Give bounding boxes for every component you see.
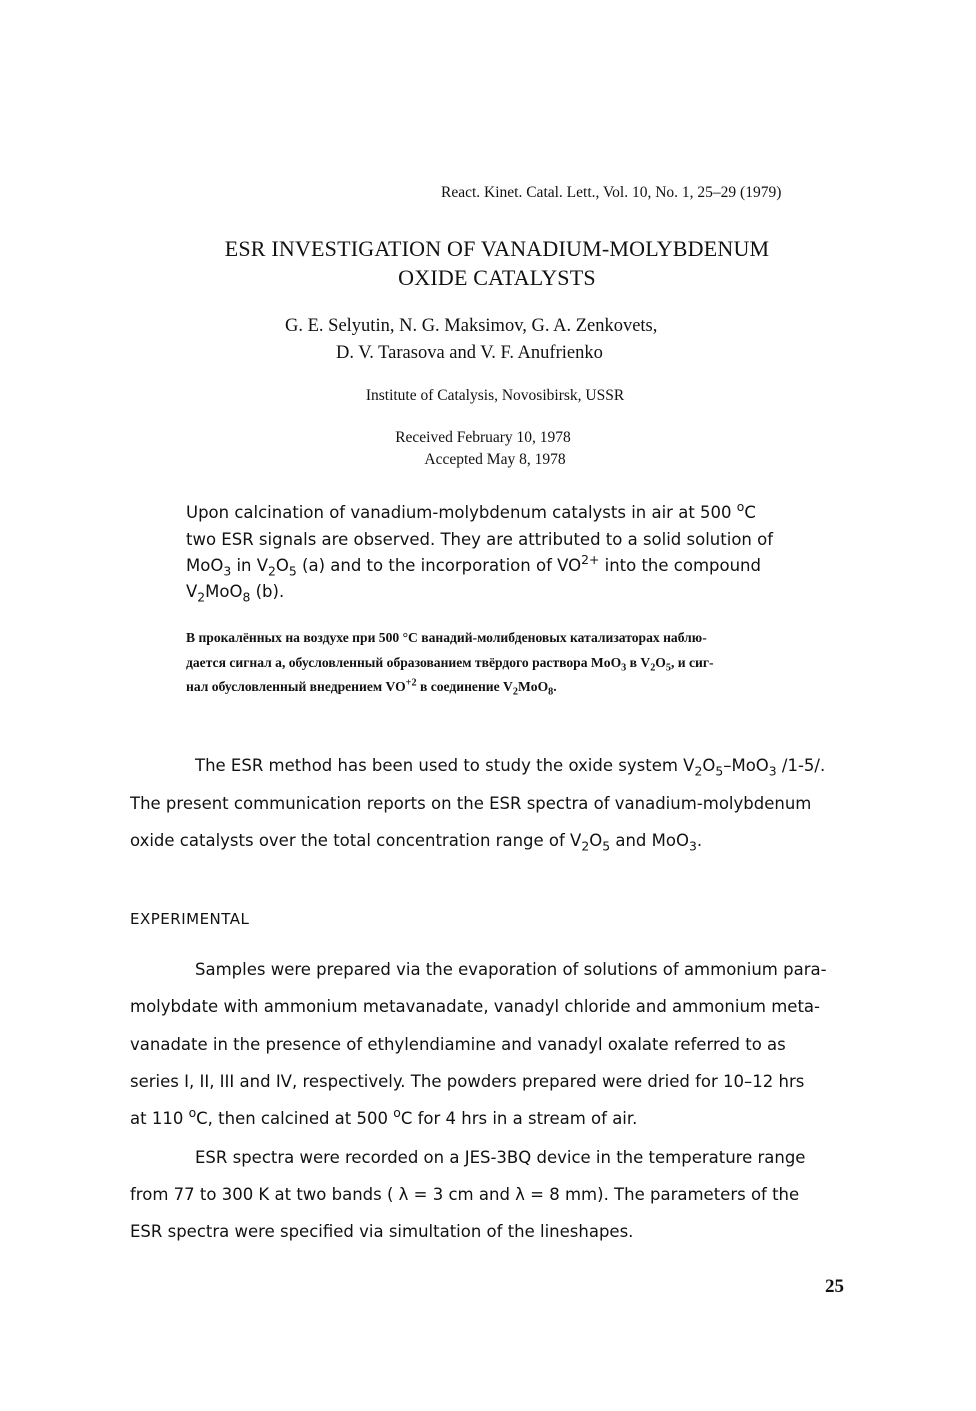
- intro-line-2: The present communication reports on the ESR spectra of vanadium-molybdenum: [130, 794, 812, 813]
- abstract-en-line-1: Upon calcination of vanadium-molybdenum catalysts in air at 500 $^o$C: [186, 500, 756, 522]
- intro-line-3: oxide catalysts over the total concentration range of $V_2O_5$ and MoO$_3$.: [130, 831, 703, 854]
- experimental-p2-line-1: ESR spectra were recorded on a JES-3BQ device in the temperature range: [195, 1148, 806, 1167]
- accepted-date: Accepted May 8, 1978: [424, 451, 566, 468]
- paper-title-line-2: OXIDE CATALYSTS: [398, 265, 596, 290]
- authors-line-2: D. V. Tarasova and V. F. Anufrienko: [336, 343, 603, 363]
- received-date: Received February 10, 1978: [395, 429, 571, 446]
- experimental-p1-line-1: Samples were prepared via the evaporation of solutions of ammonium para-: [195, 960, 827, 979]
- experimental-p1-line-3: vanadate in the presence of ethylendiamine and vanadyl oxalate referred to as: [130, 1035, 786, 1054]
- abstract-en-line-2: two ESR signals are observed. They are attributed to a solid solution of: [186, 530, 774, 549]
- page-number: 25: [825, 1276, 844, 1297]
- abstract-en-line-4: $V_2MoO_8$ (b).: [186, 582, 285, 605]
- affiliation: Institute of Catalysis, Novosibirsk, USSR: [365, 387, 625, 404]
- experimental-p1-line-2: molybdate with ammonium metavanadate, vanadyl chloride and ammonium meta-: [130, 997, 820, 1016]
- abstract-en-line-3: MoO$_3$ in $V_2O_5$ (a) and to the incorporation of $VO^{2+}$ into the compound: [186, 553, 761, 579]
- experimental-p1-line-5: at 110 $^o$C, then calcined at 500 $^o$C for 4 hrs in a stream of air.: [130, 1106, 638, 1128]
- experimental-p2-line-2: from 77 to 300 K at two bands ( λ = 3 cm and λ = 8 mm). The parameters of the: [130, 1185, 800, 1204]
- abstract-ru-line-2: дается сигнал а, обусловленный образованием твёрдого раствора MoO$_3$ в $V_2O_5$, и сиг-: [186, 655, 714, 674]
- authors-line-1: G. E. Selyutin, N. G. Maksimov, G. A. Zenkovets,: [285, 316, 658, 336]
- journal-citation: React. Kinet. Catal. Lett., Vol. 10, No. 1, 25–29 (1979): [441, 184, 782, 201]
- abstract-ru-line-3: нал обусловленный внедрением $VO^{+2}$ в соединение $V_2MoO_8$.: [186, 677, 557, 698]
- section-heading-experimental: EXPERIMENTAL: [130, 910, 250, 928]
- experimental-p2-line-3: ESR spectra were specified via simultation of the lineshapes.: [130, 1222, 634, 1241]
- abstract-ru-line-1: В прокалённых на воздухе при 500 °С ванадий-молибденовых катализаторах наблю-: [186, 630, 707, 645]
- intro-line-1: The ESR method has been used to study the oxide system $V_2O_5-MoO_3$ /1-5/.: [195, 756, 826, 779]
- paper-title-line-1: ESR INVESTIGATION OF VANADIUM-MOLYBDENUM: [224, 236, 770, 261]
- experimental-p1-line-4: series I, II, III and IV, respectively. The powders prepared were dried for 10–12 hrs: [130, 1072, 805, 1091]
